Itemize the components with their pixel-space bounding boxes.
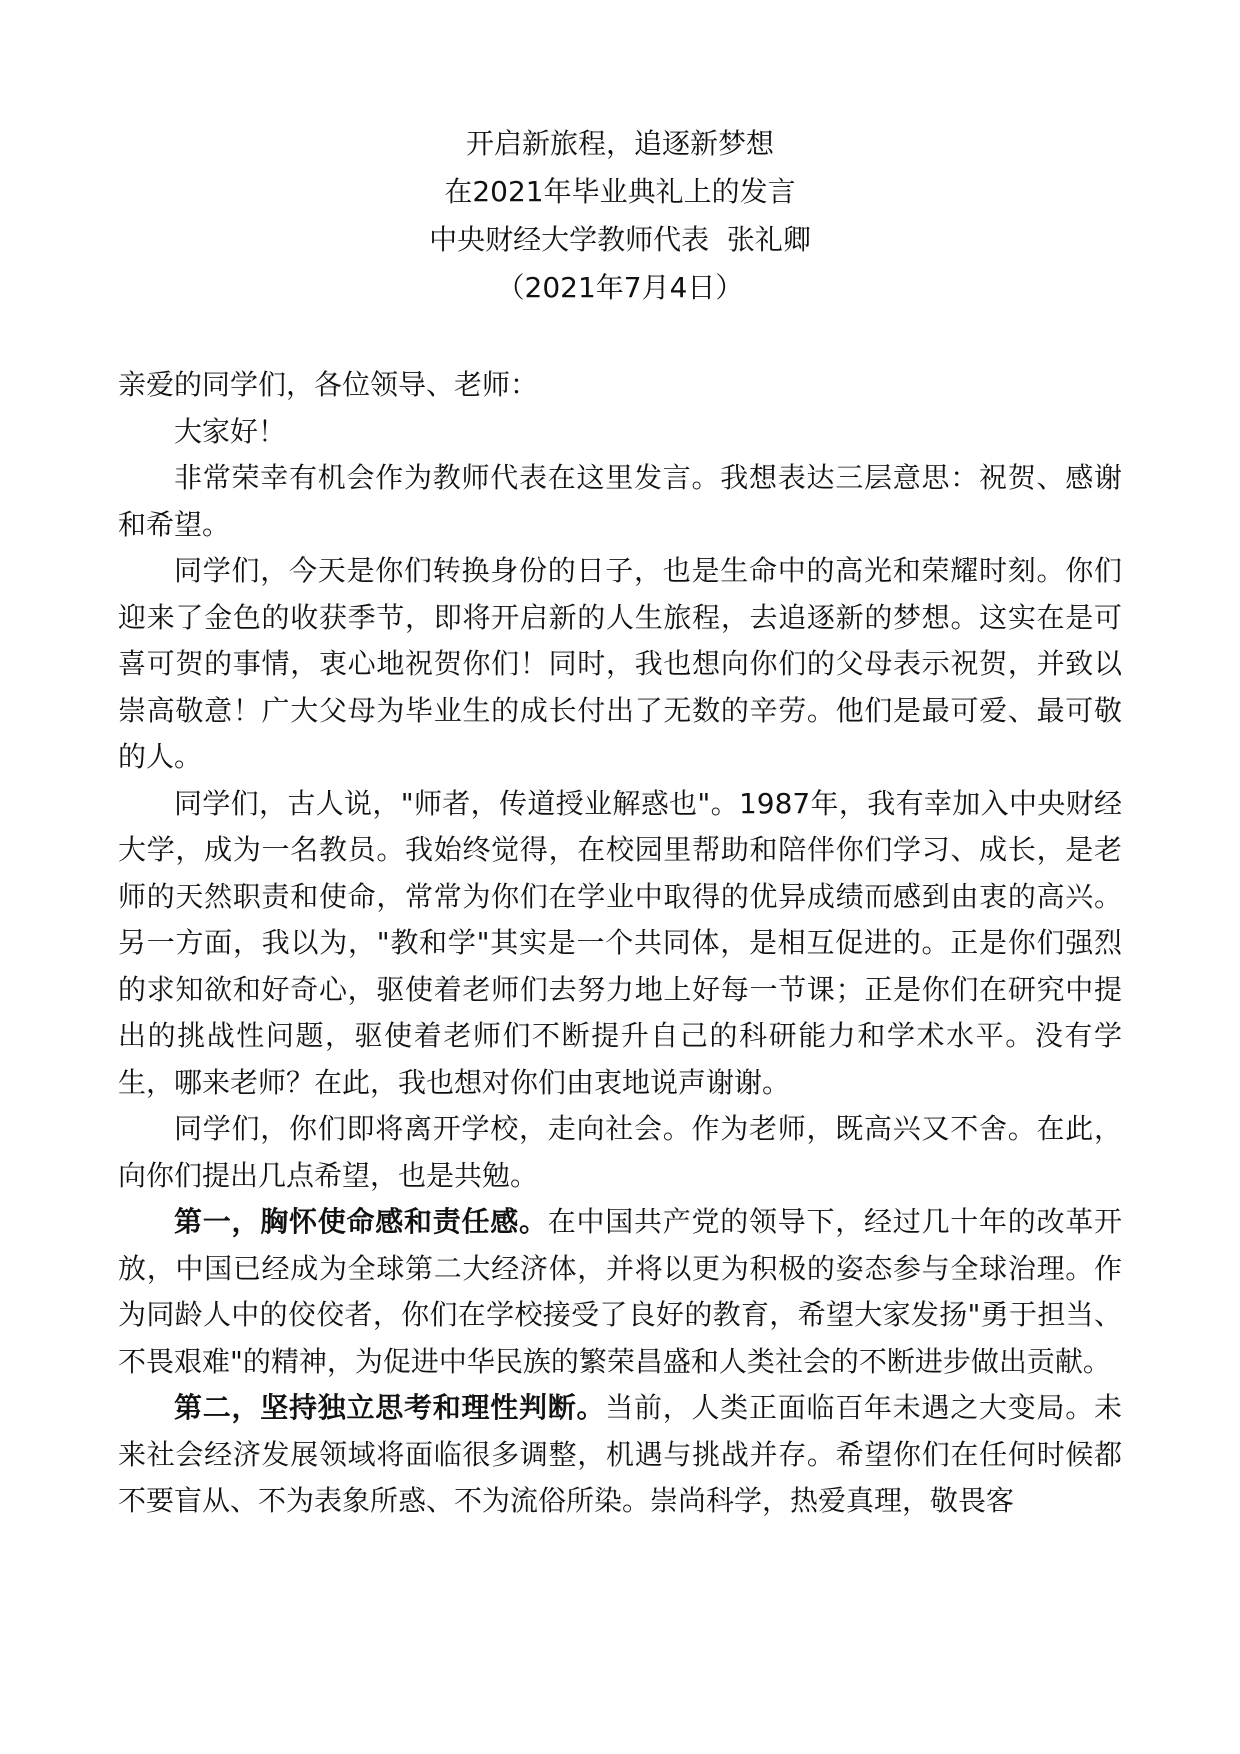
title-block: [0, 120, 1240, 312]
paragraph-hopes-intro: [118, 1106, 1122, 1199]
paragraph-text: 同学们，今天是你们转换身份的日子，也是生命中的高光和荣耀时刻。你们迎来了金色的收获季节，即将开启新的人生旅程，去追逐新的梦想。这实在是可喜可贺的事情，衷心地祝贺你们！同时，我也想向你们的父母表示祝贺，并致以崇高敬意！广大父母为毕业生的成长付出了无数的辛劳。他们是最可爱、最可敬的人。: [118, 554, 1122, 773]
paragraph-text: 在中国共产党的领导下，经过几十年的改革开放，中国已经成为全球第二大经济体，并将以更为积极的姿态参与全球治理。作为同龄人中的佼佼者，你们在学校接受了良好的教育，希望大家发扬"勇于担当、不畏艰难"的精神，为促进中华民族的繁荣昌盛和人类社会的不断进步做出贡献。: [118, 1205, 1122, 1378]
document-title: 开启新旅程，追逐新梦想: [465, 127, 774, 160]
paragraph-congratulations: [118, 548, 1122, 781]
paragraph-text: 同学们，古人说，"师者，传道授业解惑也"。1987年，我有幸加入中央财经大学，成为一名教员。我始终觉得，在校园里帮助和陪伴你们学习、成长，是老师的天然职责和使命，常常为你们在学业中取得的优异成绩而感到由衷的高兴。另一方面，我以为，"教和学"其实是一个共同体，是相互促进的。正是你们强烈的求知欲和好奇心，驱使着老师们去努力地上好每一节课；正是你们在研究中提出的挑战性问题，驱使着老师们不断提升自己的科研能力和学术水平。没有学生，哪来老师？在此，我也想对你们由衷地说声谢谢。: [118, 786, 1122, 1099]
paragraph-text: 当前，人类正面临百年未遇之大变局。未来社会经济发展领域将面临很多调整，机遇与挑战并存。希望你们在任何时候都不要盲从、不为表象所惑、不为流俗所染。崇尚科学，热爱真理，敬畏客: [118, 1391, 1122, 1517]
paragraph-text: 大家好！: [174, 414, 287, 448]
salutation: 亲爱的同学们，各位领导、老师：: [118, 368, 539, 401]
paragraph-thanks: [118, 781, 1122, 1107]
paragraph-hope-two: [118, 1385, 1122, 1525]
speech-body: [118, 362, 1122, 1525]
document-subtitle: 在2021年毕业典礼上的发言: [444, 175, 796, 208]
paragraph-lead: 第一，胸怀使命感和责任感。: [174, 1205, 548, 1238]
speech-date: （2021年7月4日）: [496, 271, 744, 304]
paragraph-text: 非常荣幸有机会作为教师代表在这里发言。我想表达三层意思：祝贺、感谢和希望。: [118, 461, 1122, 541]
speaker-line: 中央财经大学教师代表 张礼卿: [429, 223, 811, 256]
paragraph-hope-one: [118, 1199, 1122, 1385]
paragraph-intro: [118, 455, 1122, 548]
paragraph-greeting: [118, 409, 1122, 456]
paragraph-lead: 第二，坚持独立思考和理性判断。: [174, 1391, 606, 1424]
paragraph-text: 同学们，你们即将离开学校，走向社会。作为老师，既高兴又不舍。在此，向你们提出几点希望，也是共勉。: [118, 1112, 1122, 1192]
